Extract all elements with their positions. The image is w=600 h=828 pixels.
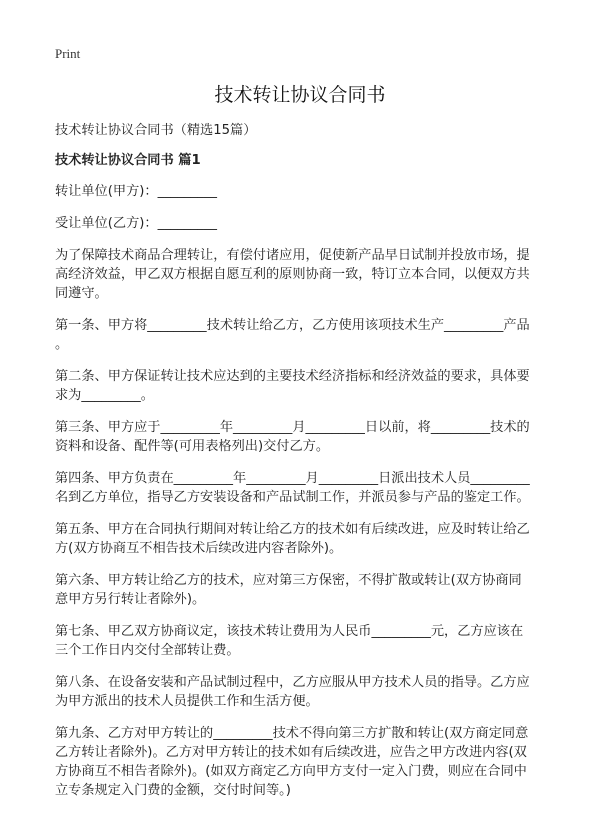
paragraph-line: 。 [55,337,69,352]
paragraph-line: 立专条规定入门费的金额，交付时间等。) [55,783,291,798]
paragraph-line: 为了保障技术商品合理转让，有偿付诸应用，促使新产品早日试制并投放市场，提 [55,248,530,263]
paragraph-line: 名到乙方单位，指导乙方安装设备和产品试制工作，并派员参与产品的鉴定工作。 [55,490,530,505]
paragraph-line: 意甲方另行转让者除外)。 [55,592,206,607]
document-title: 技术转让协议合同书 [214,84,386,106]
paragraph-line: 方(双方协商互不相告技术后续改进内容者除外)。 [55,541,343,556]
paragraph [55,724,555,800]
paragraph [55,520,555,558]
paragraph [55,367,555,405]
paragraph [55,418,555,456]
paragraph [55,673,555,711]
paragraph-line: 第八条、在设备安装和产品试制过程中，乙方应服从甲方技术人员的指导。乙方应 [55,675,530,690]
paragraph-line: 受让单位(乙方)：_________ [55,216,217,231]
document-body [55,121,555,813]
paragraph-line: 方协商互不相告者除外)。(如双方商定乙方向甲方支付一定入门费，则应在合同中 [55,764,527,779]
paragraph-line: 为甲方派出的技术人员提供工作和生活方便。 [55,694,319,709]
paragraph-line: 资料和设备、配件等(可用表格列出)交付乙方。 [55,439,330,454]
paragraph-line: 第二条、甲方保证转让技术应达到的主要技术经济指标和经济效益的要求，具体要 [55,369,530,384]
paragraph-line: 三个工作日内交付全部转让费。 [55,643,240,658]
paragraph [55,182,555,201]
paragraph [55,316,555,354]
paragraph-line: 第三条、甲方应于_________年_________月_________日以前，将_________技术的 [55,420,530,435]
paragraph-line: 乙方转让者除外)。乙方对甲方转让的技术如有后续改进，应告之甲方改进内容(双 [55,745,527,760]
paragraph [55,571,555,609]
paragraph [55,469,555,507]
paragraph [55,622,555,660]
paragraph [55,214,555,233]
paragraph-line: 同遵守。 [55,286,108,301]
paragraph-line: 求为_________。 [55,388,154,403]
document-subtitle: 技术转让协议合同书（精选15篇） [55,123,257,138]
print-link[interactable]: Print [55,46,81,61]
paragraph-line: 第六条、甲方转让给乙方的技术，应对第三方保密，不得扩散或转让(双方协商同 [55,573,522,588]
paragraph-line: 第七条、甲乙双方协商议定，该技术转让费用为人民币_________元，乙方应该在 [55,624,524,639]
paragraph-line: 第九条、乙方对甲方转让的_________技术不得向第三方扩散和转让(双方商定同意 [55,726,529,741]
paragraph-line: 高经济效益，甲乙双方根据自愿互利的原则协商一致，特订立本合同，以便双方共 [55,267,530,282]
paragraph-line: 第五条、甲方在合同执行期间对转让给乙方的技术如有后续改进，应及时转让给乙 [55,522,530,537]
section-heading: 技术转让协议合同书 篇1 [55,153,201,168]
paragraph-list [55,182,555,800]
paragraph-line: 转让单位(甲方)：_________ [55,184,217,199]
paragraph-line: 第四条、甲方负责在_________年_________月_________日派出技术人员_________ [55,471,530,486]
paragraph-line: 第一条、甲方将_________技术转让给乙方，乙方使用该项技术生产_________产品 [55,318,530,333]
paragraph [55,246,555,303]
